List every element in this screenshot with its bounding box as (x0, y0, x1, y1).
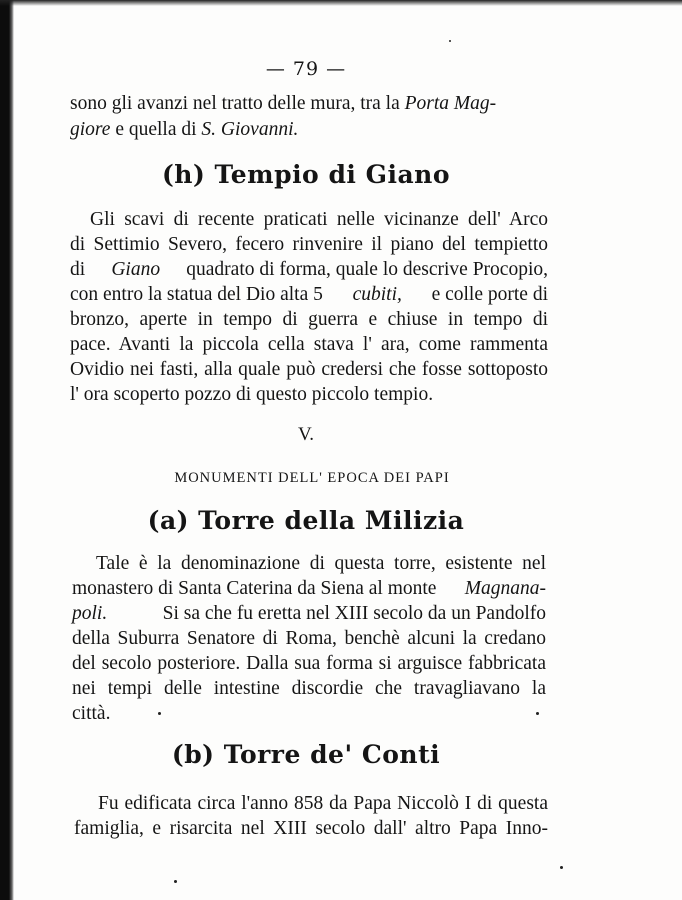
text-span: Si sa che fu eretta nel XIII secolo da un Pandolfo (162, 603, 546, 624)
intro-line-2 (70, 118, 298, 142)
italic-span: Porta Mag- (404, 93, 497, 114)
scan-speck (449, 40, 451, 42)
paragraph-line: l' ora scoperto pozzo di questo piccolo tempio. (70, 384, 434, 405)
section-heading-tempio-di-giano: (h) Tempio di Giano (161, 160, 451, 189)
paragraph-line: bronzo, aperte in tempo di guerra e chiuse in tempo di (70, 309, 548, 330)
paragraph-line: Fu edificata circa l'anno 858 da Papa Niccolò I di questa (98, 793, 548, 814)
text-span: sono gli avanzi nel tratto delle mura, tra la (70, 93, 400, 114)
part-numeral: V. (297, 424, 315, 445)
text-span: quadrato di forma, quale lo descrive Procopio, (186, 259, 548, 280)
italic-span: S. Giovanni. (201, 119, 299, 140)
text-span: di (70, 259, 86, 280)
scan-speck (158, 712, 161, 715)
text-span: e colle porte di (431, 284, 548, 305)
paragraph-line: Ovidio nei fasti, alla quale può credersi che fosse sottoposto (70, 359, 548, 380)
italic-span: cubiti, (352, 284, 402, 305)
paragraph-line: pace. Avanti la piccola cella stava l' ara, come rammenta (70, 334, 548, 355)
part-title: MONUMENTI DELL' EPOCA DEI PAPI (174, 470, 450, 486)
paragraph-line: del secolo posteriore. Dalla sua forma si arguisce fabbricata (72, 653, 546, 674)
paragraph-line (70, 283, 548, 307)
paragraph-line: nei tempi delle intestine discordie che travagliavano la (72, 678, 546, 699)
paragraph-line (72, 602, 546, 626)
italic-span: poli. (72, 603, 108, 624)
section-heading-torre-de-conti: (b) Torre de' Conti (171, 740, 441, 769)
paragraph-line (70, 258, 548, 282)
intro-line-1 (70, 92, 496, 116)
italic-span: giore (70, 119, 111, 140)
text-span: con entro la statua del Dio alta 5 (70, 284, 323, 305)
text-span: e quella di (115, 119, 197, 140)
paragraph-line: Tale è la denominazione di questa torre, esistente nel (96, 553, 546, 574)
italic-span: Magnana- (464, 578, 546, 599)
text-span: monastero di Santa Caterina da Siena al monte (72, 578, 437, 599)
paragraph-line: famiglia, e risarcita nel XIII secolo dall' altro Papa Inno- (74, 818, 548, 839)
section-heading-torre-della-milizia: (a) Torre della Milizia (147, 506, 465, 535)
paragraph-line: della Suburra Senatore di Roma, benchè alcuni la credano (72, 628, 546, 649)
scan-speck (536, 712, 539, 715)
page-number: — 79 — (265, 58, 347, 80)
scan-speck (174, 880, 177, 883)
paragraph-line (72, 577, 546, 601)
paragraph-line: città. (72, 703, 111, 724)
paragraph-line: di Settimio Severo, fecero rinvenire il piano del tempietto (70, 234, 548, 255)
italic-span: Giano (111, 259, 161, 280)
scan-top-shadow (0, 0, 682, 6)
paragraph-line: Gli scavi di recente praticati nelle vicinanze dell' Arco (90, 209, 548, 230)
scan-speck (560, 866, 563, 869)
